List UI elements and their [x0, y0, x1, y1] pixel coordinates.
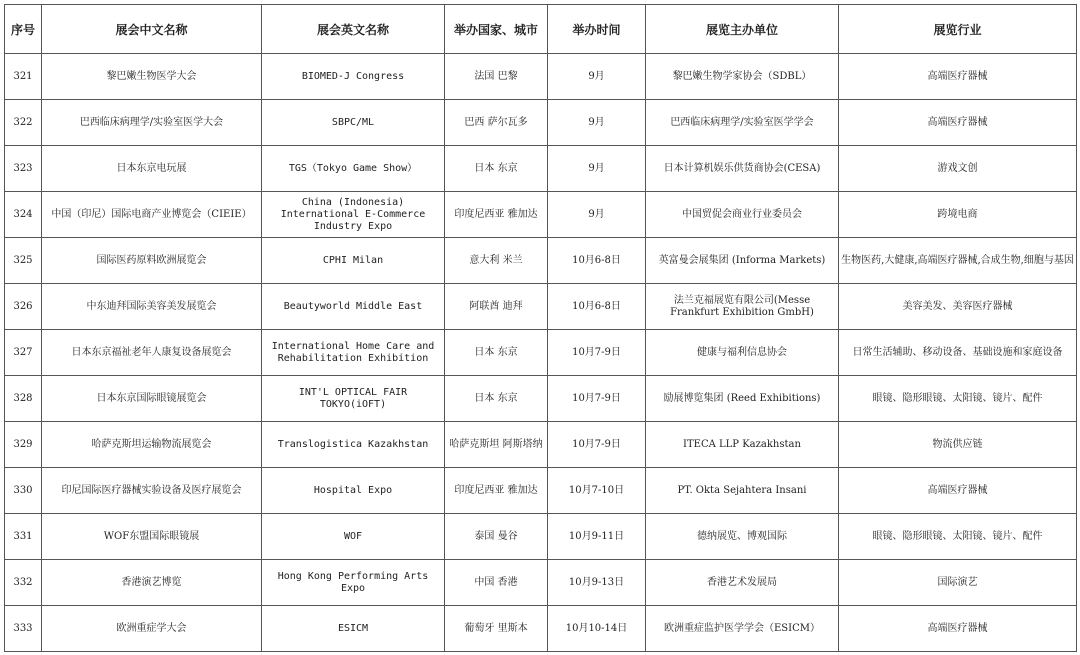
cell-organizer: 健康与福利信息协会	[646, 330, 839, 376]
header-organizer: 展览主办单位	[646, 5, 839, 54]
table-row	[5, 238, 1077, 284]
cell-time: 10月9-13日	[548, 560, 646, 606]
cell-industry: 美容美发、美容医疗器械	[839, 284, 1077, 330]
cell-no: 322	[5, 100, 42, 146]
cell-organizer: 巴西临床病理学/实验室医学学会	[646, 100, 839, 146]
table-row	[5, 560, 1077, 606]
table-row	[5, 192, 1077, 238]
cell-en-name: Hong Kong Performing Arts Expo	[262, 560, 445, 606]
cell-no: 325	[5, 238, 42, 284]
cell-cn-name: 哈萨克斯坦运输物流展览会	[42, 422, 262, 468]
table-row	[5, 100, 1077, 146]
cell-organizer: 欧洲重症监护医学学会（ESICM）	[646, 606, 839, 652]
cell-no: 327	[5, 330, 42, 376]
cell-cn-name: 日本东京国际眼镜展览会	[42, 376, 262, 422]
cell-cn-name: 日本东京电玩展	[42, 146, 262, 192]
cell-no: 323	[5, 146, 42, 192]
cell-no: 333	[5, 606, 42, 652]
cell-cn-name: 中国（印尼）国际电商产业博览会（CIEIE）	[42, 192, 262, 238]
cell-time: 10月7-10日	[548, 468, 646, 514]
cell-no: 328	[5, 376, 42, 422]
table-row	[5, 514, 1077, 560]
cell-industry: 高端医疗器械	[839, 100, 1077, 146]
cell-time: 10月7-9日	[548, 422, 646, 468]
header-en-name: 展会英文名称	[262, 5, 445, 54]
cell-industry: 跨境电商	[839, 192, 1077, 238]
cell-time: 9月	[548, 192, 646, 238]
cell-no: 330	[5, 468, 42, 514]
table-body	[5, 54, 1077, 652]
header-row	[5, 5, 1077, 54]
table-row	[5, 422, 1077, 468]
cell-cn-name: 国际医药原料欧洲展览会	[42, 238, 262, 284]
cell-en-name: TGS（Tokyo Game Show）	[262, 146, 445, 192]
cell-organizer: 德纳展览、博观国际	[646, 514, 839, 560]
cell-cn-name: 黎巴嫩生物医学大会	[42, 54, 262, 100]
cell-industry: 高端医疗器械	[839, 468, 1077, 514]
cell-location: 日本 东京	[445, 146, 548, 192]
cell-industry: 眼镜、隐形眼镜、太阳镜、镜片、配件	[839, 376, 1077, 422]
cell-en-name: Hospital Expo	[262, 468, 445, 514]
cell-organizer: 黎巴嫩生物学家协会（SDBL）	[646, 54, 839, 100]
cell-organizer: 英富曼会展集团 (Informa Markets)	[646, 238, 839, 284]
cell-cn-name: 印尼国际医疗器械实验设备及医疗展览会	[42, 468, 262, 514]
cell-cn-name: 巴西临床病理学/实验室医学大会	[42, 100, 262, 146]
header-cn-name: 展会中文名称	[42, 5, 262, 54]
cell-organizer: 日本计算机娱乐供货商协会(CESA)	[646, 146, 839, 192]
cell-industry: 眼镜、隐形眼镜、太阳镜、镜片、配件	[839, 514, 1077, 560]
cell-en-name: WOF	[262, 514, 445, 560]
table-row	[5, 468, 1077, 514]
cell-organizer: 中国贸促会商业行业委员会	[646, 192, 839, 238]
table-row	[5, 330, 1077, 376]
cell-location: 巴西 萨尔瓦多	[445, 100, 548, 146]
table-row	[5, 146, 1077, 192]
cell-time: 10月7-9日	[548, 376, 646, 422]
cell-en-name: China (Indonesia) International E-Commerce Industry Expo	[262, 192, 445, 238]
cell-industry: 物流供应链	[839, 422, 1077, 468]
cell-en-name: SBPC/ML	[262, 100, 445, 146]
header-location: 举办国家、城市	[445, 5, 548, 54]
cell-cn-name: 欧洲重症学大会	[42, 606, 262, 652]
cell-organizer: 香港艺术发展局	[646, 560, 839, 606]
cell-industry: 高端医疗器械	[839, 54, 1077, 100]
cell-no: 324	[5, 192, 42, 238]
cell-time: 9月	[548, 146, 646, 192]
cell-location: 意大利 米兰	[445, 238, 548, 284]
cell-cn-name: 中东迪拜国际美容美发展览会	[42, 284, 262, 330]
cell-en-name: Translogistica Kazakhstan	[262, 422, 445, 468]
cell-en-name: BIOMED-J Congress	[262, 54, 445, 100]
cell-time: 9月	[548, 54, 646, 100]
cell-en-name: Beautyworld Middle East	[262, 284, 445, 330]
cell-time: 9月	[548, 100, 646, 146]
cell-location: 中国 香港	[445, 560, 548, 606]
exhibition-table	[4, 4, 1077, 652]
cell-cn-name: WOF东盟国际眼镜展	[42, 514, 262, 560]
table-row	[5, 376, 1077, 422]
cell-time: 10月6-8日	[548, 238, 646, 284]
table-row	[5, 606, 1077, 652]
cell-industry: 国际演艺	[839, 560, 1077, 606]
cell-time: 10月9-11日	[548, 514, 646, 560]
cell-time: 10月7-9日	[548, 330, 646, 376]
header-no: 序号	[5, 5, 42, 54]
cell-location: 日本 东京	[445, 330, 548, 376]
cell-organizer: 法兰克福展览有限公司(Messe Frankfurt Exhibition GmbH)	[646, 284, 839, 330]
cell-location: 阿联酋 迪拜	[445, 284, 548, 330]
cell-location: 日本 东京	[445, 376, 548, 422]
cell-location: 葡萄牙 里斯本	[445, 606, 548, 652]
cell-industry: 高端医疗器械	[839, 606, 1077, 652]
cell-location: 印度尼西亚 雅加达	[445, 468, 548, 514]
header-time: 举办时间	[548, 5, 646, 54]
cell-no: 331	[5, 514, 42, 560]
cell-industry: 游戏文创	[839, 146, 1077, 192]
cell-no: 329	[5, 422, 42, 468]
cell-location: 哈萨克斯坦 阿斯塔纳	[445, 422, 548, 468]
cell-location: 法国 巴黎	[445, 54, 548, 100]
cell-no: 321	[5, 54, 42, 100]
header-industry: 展览行业	[839, 5, 1077, 54]
cell-en-name: CPHI Milan	[262, 238, 445, 284]
cell-en-name: INT'L OPTICAL FAIR TOKYO(iOFT)	[262, 376, 445, 422]
cell-location: 泰国 曼谷	[445, 514, 548, 560]
cell-no: 332	[5, 560, 42, 606]
cell-cn-name: 日本东京福祉老年人康复设备展览会	[42, 330, 262, 376]
cell-location: 印度尼西亚 雅加达	[445, 192, 548, 238]
cell-time: 10月10-14日	[548, 606, 646, 652]
cell-organizer: ITECA LLP Kazakhstan	[646, 422, 839, 468]
cell-industry: 日常生活辅助、移动设备、基础设施和家庭设备	[839, 330, 1077, 376]
cell-no: 326	[5, 284, 42, 330]
cell-organizer: 励展博览集团 (Reed Exhibitions)	[646, 376, 839, 422]
cell-cn-name: 香港演艺博览	[42, 560, 262, 606]
cell-en-name: ESICM	[262, 606, 445, 652]
cell-en-name: International Home Care and Rehabilitation Exhibition	[262, 330, 445, 376]
table-row	[5, 54, 1077, 100]
cell-industry: 生物医药,大健康,高端医疗器械,合成生物,细胞与基因	[839, 238, 1077, 284]
cell-time: 10月6-8日	[548, 284, 646, 330]
table-row	[5, 284, 1077, 330]
cell-organizer: PT. Okta Sejahtera Insani	[646, 468, 839, 514]
